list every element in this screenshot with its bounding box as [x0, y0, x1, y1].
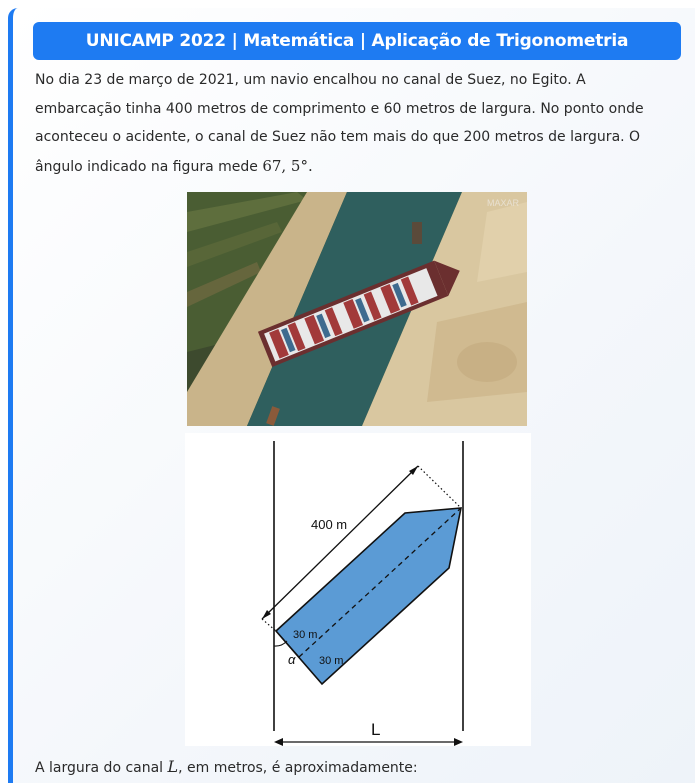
question-card [8, 8, 695, 783]
question-text [35, 755, 418, 780]
canal-width-label: L [371, 720, 381, 739]
ship-diagram-svg [185, 433, 531, 746]
question-variable: L [167, 757, 179, 776]
satellite-photo [187, 192, 527, 426]
photo-watermark: MAXAR [487, 198, 520, 208]
page-title: UNICAMP 2022 | Matemática | Aplicação de Trigonometria [33, 22, 681, 60]
ship-diagram [185, 433, 531, 746]
angle-value: 67, 5°. [262, 156, 313, 175]
width-label-2: 30 m [319, 655, 344, 667]
intro-text: No dia 23 de março de 2021, um navio encalhou no canal de Suez, no Egito. A embarcação tinha 400 metros de comprimento e 60 metros de largura. No ponto onde aconteceu o acidente, o canal de Suez não tem mais do que 200 metros de largura. O ângulo indicado na figura mede [35, 72, 644, 175]
length-label: 400 m [311, 517, 348, 532]
angle-label: α [288, 652, 296, 667]
width-label-1: 30 m [293, 629, 318, 641]
question-prefix: A largura do canal [35, 760, 164, 776]
question-suffix: , em metros, é aproximadamente: [178, 760, 418, 776]
satellite-photo-illustration [187, 192, 527, 426]
intro-paragraph [35, 66, 675, 181]
